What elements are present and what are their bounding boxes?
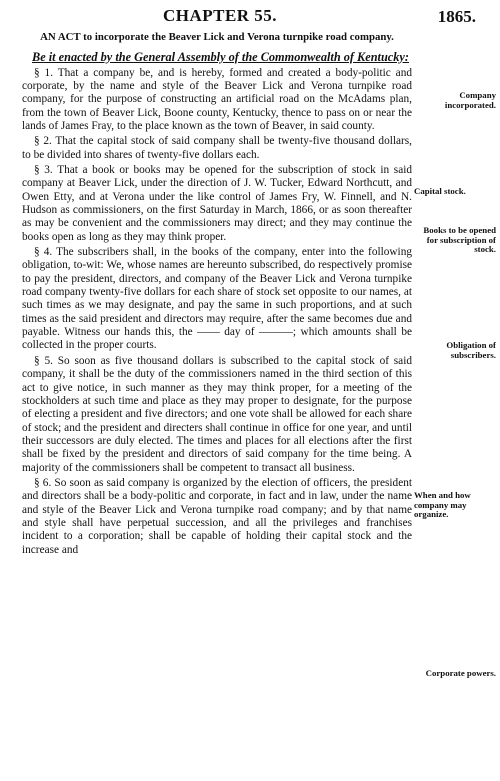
margin-note-organize: When and how company may organize. — [414, 490, 471, 520]
margin-note-company-incorporated: Company incorporated. — [444, 90, 496, 110]
chapter-heading: CHAPTER 55. — [162, 6, 278, 25]
section-5: § 5. So soon as five thousand dollars is subscribed to the capital stock of said company, it shall be the duty of the commissioners named in the third section of this act to give notice, in such manner as they may think proper, for a meeting of the stockholders at such time and place as they may proper to designate, for the purpose of electing a president and five directors; and one vote shall be allowed for each share of stock; and the president and directers shall continue in office for one year, and until their successors are duly elected. The times and places for all elections after the first shall be fixed by the president and directors of said company for the time being. A majority of the commissioners shall be competent to transact all business. — [22, 354, 412, 474]
section-6: § 6. So soon as said company is organized by the election of officers, the president and directors shall be a body-politic and corporate, in fact and in law, under the name and style of the Beaver Lick and Verona turnpike road company; and by that name and style shall have perpetual succession, and all the privileges and franchises incident to a corporation; shall be capable of holding their capital stock and the increase and — [22, 476, 412, 556]
enacting-clause-text: Be it enacted by the General Assembly of the Commonwealth of Kentucky: — [32, 49, 409, 64]
margin-note-corporate-powers: Corporate powers. — [425, 668, 496, 678]
margin-note-capital-stock: Capital stock. — [414, 186, 466, 196]
section-2: § 2. That the capital stock of said company shall be twenty-five thousand dollars, to be divided into shares of twenty-five dollars each. — [22, 135, 412, 161]
margin-note-books-opened: Books to be opened for subscription of stock. — [423, 225, 496, 255]
enacting-clause — [22, 50, 412, 64]
act-title: AN ACT to incorporate the Beaver Lick and Verona turnpike road company. — [40, 31, 394, 43]
margin-note-obligation: Obligation of subscribers. — [446, 340, 496, 360]
section-3: § 3. That a book or books may be opened for the subscription of stock in said company at Beaver Lick, under the direction of J. W. Tucker, Edward Northcutt, and Owen Etty, and at Verona under the like control of James Fry, W. Finnell, and N. Hudson as commissioners, on the first Saturday in March, 1866, or as soon thereafter as may be convenient and the commissioners may direct; and they may continue the books open as long as they may think proper. — [22, 164, 412, 243]
page-year: 1865. — [437, 7, 476, 26]
act-body — [22, 31, 412, 559]
section-1: § 1. That a company be, and is hereby, formed and created a body-politic and corporate, by the name and style of the Beaver Lick and Verona turnpike road company, for the purpose of constructing an artificial road on the McAdams plan, from the town of Beaver Lick, Boone county, Kentucky, thence to pass on or near the lands of James Fray, to the place known as the town of Beaver, in said county. — [22, 66, 412, 132]
page-header — [0, 6, 500, 30]
section-4: § 4. The subscribers shall, in the books of the company, enter into the following obligation, to-wit: We, whose names are hereunto subscribed, do respectively promise to pay the president, directors, and company of the Beaver Lick and Verona turnpike road company twenty-five dollars for each share of stock set opposite to our names, at such times as we may designate, and pay the same in such proportions, and at such times as the said president and directors may require, after the same becomes due and payable. Witness our hands this, the —— day of ———; which amounts shall be collected in the proper courts. — [22, 246, 412, 352]
